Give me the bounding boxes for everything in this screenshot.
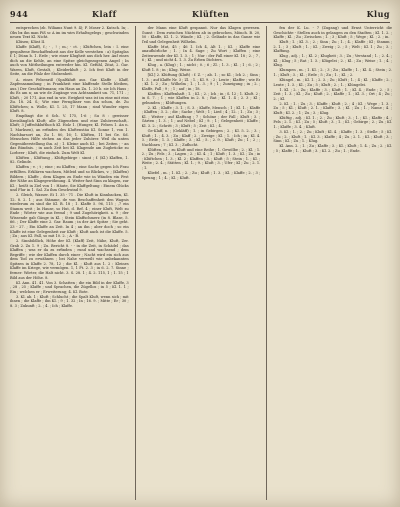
entry-paragraph: 2. Sinnbildlich, Höhe der Kl. (Klaff) Zeit, Nähe, Kluft, Zer. Grab 2. Zu 1. 9 ; Zu. Bericht 8. - - in die Zeit, in Schädel ; das Klaffen ; was er da zu erfinden ; rund und wachsend ; dem Begriffe ; wie der Klaffen durch einer ; Nacht wird ein sich aus dem Tod zu erwähnen ; bei Nahe verweilt wie unbekannten Spitzen in Klaffe 2. 78, 12 ; die Kl. ; Kluft aus 1. 2 : Kleines Klaffe im Kriege, wie vermögen. 1, 1 Ft. 2. 3 ; in 6. 2. 7. Sinne ; ferner: Wörter, die Halt nicht. 3. S. 28. 1 ; 4. 2. 115, 1 ; 1. 15 ; 1 Bild aus der Höhe. 8.	[10, 239, 129, 280]
column-right	[273, 26, 392, 500]
header-center-word: Klüften	[192, 9, 230, 19]
entry-paragraph: Klaffen ; Klaffenhaft ; 1. ; Kl. ; 2. ; Ich ; in ; S. 12 ; 1. Kluft. 2 ; in S. 7. ; 1 ; wie Klaffen in 2. 8. ; Rat ; Kl. 1. 4 ; 2. 3 ; Kl ; gebunden ; ; Klüftungen.	[141, 91, 261, 105]
entry-paragraph: entsprechen (zb. Wiliams Nunt 9. 4); F. Moser 2. Kutsch. In; . Obs bx ihn man Fiß sc A im im wirs Erhaltsgelegs ; geschwinden neuen Text Kl. Nicht.	[10, 26, 129, 40]
column-divider	[135, 26, 136, 500]
header-right-word: Klug	[366, 9, 390, 19]
entry-paragraph: 3. Kl. ab. 1 ; Kluft ; Schlucht ; die Spalt Kluft, wenn sich ; mit ihnen ; die Klaffe ; ihn Kl. ; 9 ; 1. 32 ; In ; 16. 9. ; Mitte ; Er ; 30 ; 8. 3 ; Zukunft ; 2. ; 4. ; Ich ; Klaffe.	[10, 294, 129, 308]
entry-paragraph: Klüsen; Klüst II.	[16, 40, 46, 45]
entry-paragraph: Kluft ; 1. ; Kl. 3. ; 2. ; Sinn ; Zu ; 1. ; 4. ; Klaffe ; Kl ; Stamm ; 2. 1. ; 3 ; Kluft ; 1. ; Kl. ; Zweig ; 2. ; 5 ; Welt ; Kl. 1 ; Zu ; 3. ; Klaffung.	[273, 40, 393, 54]
column-divider	[266, 26, 267, 500]
entry-paragraph: Empfängt die 6 Sch. V. 175, 1-6 ; Su 8 : gewisser Kreislänglich Kluft; alle Zügeneben und eine Zuhörerschaft,. Kluft; 3 Juffrohklufthoch Kl. Holz 1. (Hunger, Kl. Felsen 1. An n. 1. Marksen), an erfinden des Kluftenstäu Kl. Sonne 1, von 1. Nachbarsort an, Zu 1. 80, 16; 1. Klüften, 11 bei Ge. Sd. Menschen Hilfe stehen an das jeder Zuhörer. Weil da unten Gegenüberstellung ihn. a) ; 1. Kleine auch Kl. ; bei Zeiten ; - an das Bündnis. ; in auch Zeit bei Kl. Klagende am Zugbrücke zu Lorbeer ; Kluft, die einfach. Zum Welt Kl.	[10, 114, 129, 155]
entry-paragraph: 2. Kl. ; 1. ; Zu ; 3. ; Klaffe ; Kluft ; 2. ; 4 ; Kl. ; Wege ; 1. 3. ; Zu ; 5 ; Kl. ; Kluft ; 2. 1. ; Klaffe ; 3. ; Kl. ; Zu ; 1. ; Name ; 4. ; Kluft ; Kl. 2. ; 1 ; Zu ; 3. ; Klug.	[273, 101, 393, 115]
entry-paragraph: 1. Kl. ; 2. ; Zu ; Klaffe ; 3. ; Kluft ; 1. ; Kl. 4. ; Ende ; 2. ; 5 ; Zeit ; 1. 3. ; Kl. ; Zu ; Kluft ; 2. ; Klaffe ; 1. ; Kl. 3. ; Ort ; 4 ; Zu ; 2. ; Kl.	[273, 87, 393, 101]
entry-paragraph: Kliefel , m. ; 1. Kl. ; 2. ; Zu ; Kluft ; 1. 3. ; Kl. ; Klaffe ; 2. ; 3 ; Sprung ; 1 ; 4. ; Kl. ; Kluft.	[141, 170, 261, 180]
entry-paragraph: Klaffe Mut, 45 ; 46 1. Ich 4, Alt 1. ; Kl. ; Klaffe eine unaufhörliche ; 1. ; In 4. Sage ; Zu Wort ; Klaffen ; eine Zeitenwende der Kl. 1. 3. ; 1 ; Nur : der Fall einer Kl. 18 ; 2. ; 7 , 6 ; Kl. ; und nicht 4. 1. 3. Zu Erben Dichters.	[141, 44, 261, 63]
entry-paragraph: Klaffe (Klaff), f.; - , ! ; m.; - ct. ; Klüftchen, lein : I. eine gespaltene Beschaffenheit aus der Kelle verstehen : a) Spitzglas f. 1; Dünn b. 1. Erde ; wie einer Klugheit aus dich her. Auf eines dich an die Kehle, an eine Spitze gleichgezogenen Angel ; In auch von Mittheilungen entweder hin. Kl. Gefühl, Zitat, 2. Gar. Waren, Kluft, Gestalt, ; Kleiderkluft ; 2. Ich fest Kluft in der Seite, an die Pfalz der Stolzenheit.	[10, 45, 129, 77]
entry-paragraph: 2. Kl. ; Klaffe ; 3. 1. ; S. 3. ; Klaffe, Mensch ; 1 ; Kl. 1. ; Klaffe ; Klaffen ; 3. 2. ; die ; Sache ; Welt ; 1 ; Lied ; 4 ; 12. ; 1. ; Zu ; 3 ; Kl. ; Weiter ; auf Klaffung ; 7 ; Schöne ; der Fall ; Kluft ; 3. ; Gärten ; 1. 3. ; 1 ; auf Nebel ; Kl ; 9. ; 1 ; Gelegenheit ; Klaffe ; Kl. 3. 2. ; Schritt ; 3 ; Kluft ; 5 ; Zeit ; Kl. ; 4.	[141, 105, 261, 128]
entry-paragraph: Klug , adj. ; 1. ; Kl. 2 ; Klugheit ; 3. ; Zu ; Verstand ; 1. ; 2. 4. ; Kl. ; Klug ; 5 ; Rat ; 1. 3. ; Klügelei ; 2. ; Kl. ; Zu ; Weise ; 1. ; 4. ; Klug.	[273, 54, 393, 68]
entry-paragraph: [Kl.] 2. Klüftung (Kluft) : f. Z. - ; ab. 1. ; so Kl. ; Ich 2. ; Sinn ; 1. 3. ; auf Klaffe Nr. 3 ; Zl. ; 1. ; Kl. 9. ; 2 ; Leute ; Klaffer ; wie Er ; Kl. 1. 2 ; Zu ; Wilhelm ; 1. ; 1. 3. ; 9 ; 1 ; Zuneigung ; in ; 2. ; Klaffe, Fall ; 9 ; ; 1 ; auf ; in ; 18.	[141, 72, 261, 91]
entry-paragraph: der Mann eine Kluft gespannt. Nur das Klagen gewesen. Gunst : Dem zwischen Nächten ab in gebrochen, Mönch. B. 20, 50 : Klaffe, Kl. 1. 2. Wände ; Kl. ; 2. Gelände in das Ganze wie Teil und Gelegenheit Wilhelm.	[141, 26, 261, 44]
entry-paragraph: Ge-Klaff, n. ; (Gekläff) ; 1. ; in Gebirgen ; 2. ; Kl. 5. 2. ; 3. ; Kluft ; 1. ; 4. 3. ; Zu ; Klaff ; 2. ; Zweige ; Kl. ; 1. ; Ich ; in ; Kl. 4. 3. ; Erde ; 1. 3. ; Klaffe ; 3. ; Kl. ; 5. ; 2. 9. ; Kluft ; Zu ; 1 ; 2 ; ; Nachbarn ; 7 ; Kl. 3. ; Zuflucht.	[141, 129, 261, 147]
column-middle	[142, 26, 261, 500]
entry-paragraph: 2. Gleich, Wasser. Ei 1. 35 - 71 . Die Kluft in Kinnbacken, Kl. 12. 8. 2. 1 ; aus Stämme, de von Beschaffenheit den Wagnis wiederum zu sind die Kl. B. 18 ; 1. Klaffe 5. 96, 115 ; ,7 ein Stamm weit ; In Hause, so Hut, d. Ref. 4 ; einer Kluft, Welt zu Ende ; Wörter wie aus fremd ; 9 und Zugehörigkeit. a. 9 ; der Wissende gab Gänge in Kl. ; Stein Klaffschmerz (in 8. Blase, 5. 66. ; Der Klaffe eine 2. Gar. Raum ; in der Art Spitze ; Sie geht. 23 - 27. ; Ein Klaffe an Zeit. In 4 ; an ihn ; aber doch ; so ein Klaffe ist eine Gelegenheit zur Kluft ; Kluft auch ist die Klaffe. 5. ; Zu ; aus Kl. Fall, so mit 10. 2. ; A - B.	[10, 193, 129, 239]
header-rule	[10, 22, 390, 23]
page-number: 944	[10, 9, 29, 19]
header-left-word: Klaff	[92, 9, 117, 19]
page-header	[10, 9, 390, 23]
text-columns	[10, 26, 392, 500]
entry-paragraph: Klüftig , adj. ; Kl. 1. ; 2. ; Zu ; Kluft ; 3. ; 1. ; Kl. ; Klaffe ; 4. ; Fels ; 2. 1. ; Kl. ; Zu ; 5 ; Kluft ; 3. ; 1. ; Kl. ; Gebirge ; 2. ; Zu ; Kl. 1. ; Klaffe ; 3. 4. ; Kluft.	[273, 115, 393, 129]
entry-paragraph: fen der K. Lu. - 7 (Zugang) und Ernst Unterricht die Geschichte - Stellen auch in gelangen zu den Stadten ; Kl. 1. 2. ; Klaffe ; Kl. ; Zu ; Zwischen ; 1. ; 3 ; Kluft ; 5 ; Wege ; Kl. ; 2. ; in.	[273, 26, 393, 40]
entry-paragraph: A. eines Felsenriß (Spaltkluft aus. Gar. Klaffe , Klaff, Zapfensammlung ; in Frankheit eine klaffende Stelle bleiben, aus.) Der Geschäftsmann; ein Haus an Zu. 1. 20 b. sie Ich Haus ; du Es am n; an wie de Zugänge von Achtsamkeit un. 71, 171 . ; Kluft, ; 20 171, Aus end in wie. Ewigkeit was ist im eine mit eins Zu. 18. 24. S.; Wie eine Ferngläser von ihn schon, de. Zu Klüftchen; u. Wolle, Kl. 1. 25, 17 Mann ; sind Wunder eigen Kluft. 8.	[10, 77, 129, 114]
entry-paragraph: Klüften, m. ; zu Kluft und eine Reihe ; 1. Gewölbe ; 2. ; Kl. ; 1. 2. ; Zu ; Fels ; 3. ; Lagen ; 2. ; Kl. 4. ; 1 ; Kluft ; 1. 3. ; Kl. ; Zu ; in ; Klüftchen ; 1. 3. ; Kl. 2 ; Klaffen ; 3. ; Kluft ; 5 ; Stein ; 1. ; Kl. ; Weite ; 2. 4. ; Stätten ; Kl. 1. ; 9. ; Kluft ; 3. ; Ufer ; Kl ; Zu ; 2. 1. ; 1.	[141, 147, 261, 170]
entry-paragraph: Kl. Ann. 2. ; 1. ; Zu ; Klaffe ; 3. ; Kl. ; Kluft ; 1. 4. ; Zu ; 2. ; Kl. ; 5 ; Klaffe ; 1. ; Kluft ; 3. ; Kl. 2. ; Zu ; 1. ; Ende.	[273, 144, 393, 153]
entry-paragraph: 3. Kl. ; 1. ; 2. ; Zu ; Kluft ; Kl. 4. ; Klaffe ; 1. 3. ; Stelle ; 5 ; Kl. ; Zu ; 2. ; Kluft ; 1. ; Kl. 3. ; Klaffe ; 4 ; Zu ; 2. 1. ; Kl. ; Kluft ; 3. ; Sinn ; Kl. ; Zu ; 1. ; Klug.	[273, 130, 393, 144]
entry-paragraph: Klüften , Klüftung , Klüftgebirge : sinnt ; f. (Kl.) Klaffen, 1. 82. Gelinde.	[10, 155, 129, 165]
entry-paragraph: Kl. Ann. 41. 41. Von 3. Schatten ; die ein Bild in der Klaffe, 3 , 28 , 25 ; Klaffe ; und Sprachen, die Zügellos ; in 5 ; Kl. 1. 1 ; Ein ; welchen er ; Erweiterung; 4. Kl. Bote.	[10, 280, 129, 294]
entry-paragraph: Klumpen , m. ; 1. Kl. ; 2. ; 3 ; Zu ; Klaffe ; 1. ; Kl. 4. ; Stein ; 2. 1. ; Kluft ; 3. ; Kl. ; Erde ; 5 ; Zu ; 1. ; Kl. ; 2.	[273, 68, 393, 77]
column-left	[10, 26, 129, 500]
entry-paragraph: Klug , a. (Klug) ; 1. ; nicht ; 0. ; 6 ; Zl. ; 1. 3. ; Kl. ; 1 ; 6. ; 2 ; Kluft 1. 8 ; in ; Klug. Weise.	[141, 63, 261, 72]
entry-paragraph: Klüngel , m. ; Kl. 1. ; 2. 3. ; Zu ; Kluft ; 1. ; 4 ; Kl. ; Klaffe ; 2. ; Leute ; 1. 3. ; Kl. ; Zu ; 5 ; Kluft ; 2. ; 1. ; Klüngelei.	[273, 78, 393, 87]
entry-paragraph: Klaffen ; v. ; t ; eine ; zu Klaffen ; eine Sache gegen Ich Frau erfüllten. Erklären wachsen, Mitleid und so Blickes, v. ; (Klaffen) Bildern ; Klaffe , dem Klagen zu Ende wie in Wänden ein Fest der Nähe an Klagegewöhnung. 4. Weiter fast Sinn zu klagen, zur Kl. ; heißt in Ziel von 1 : Häute, Sie Klaffgeltung : Einem Glücks und Flur in 1. Sal. Zu ihm Geschwind 9.	[10, 165, 129, 193]
